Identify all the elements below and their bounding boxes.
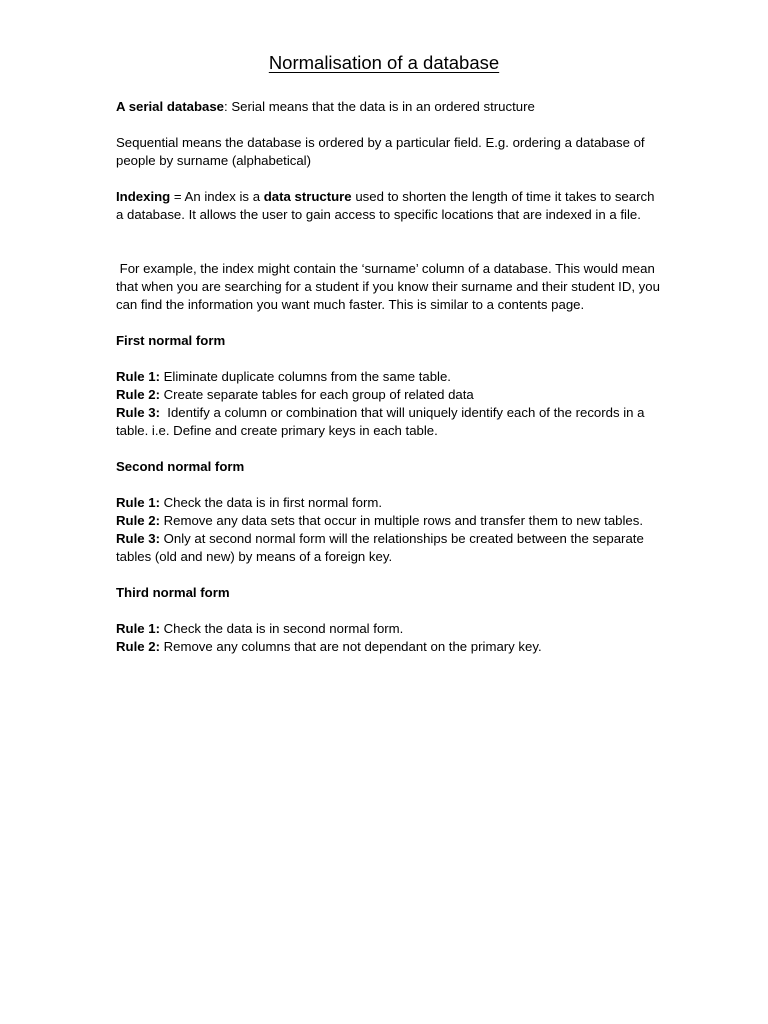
rule-text: Remove any data sets that occur in multiple rows and transfer them to new tables. xyxy=(159,513,644,528)
first-normal-form-heading: First normal form xyxy=(116,333,226,348)
third-normal-form-rule-1 xyxy=(116,620,661,638)
rule-label: Rule 1: xyxy=(116,369,160,384)
rule-text: Check the data is in first normal form. xyxy=(159,495,383,510)
rule-label: Rule 3: xyxy=(116,531,160,546)
sequential-paragraph: Sequential means the database is ordered by a particular field. E.g. ordering a database of people by surname (alphabetical) xyxy=(116,135,645,168)
indexing-bold-term: data structure xyxy=(263,189,352,204)
rule-label: Rule 3: xyxy=(116,405,160,420)
second-normal-form-rules xyxy=(116,494,661,566)
first-normal-form-rule-2 xyxy=(116,386,661,404)
first-normal-form-rule-3 xyxy=(116,404,661,440)
rule-text: Create separate tables for each group of related data xyxy=(159,387,474,402)
rule-text: Identify a column or combination that will uniquely identify each of the records in a table. i.e. Define and create primary keys in each table. xyxy=(116,405,649,438)
indexing-paragraph xyxy=(116,188,661,224)
indexing-text-before: = An index is a xyxy=(170,189,264,204)
rule-text: Remove any columns that are not dependant on the primary key. xyxy=(159,639,542,654)
second-normal-form-rule-1 xyxy=(116,494,661,512)
rule-label: Rule 2: xyxy=(116,513,160,528)
indexing-label: Indexing xyxy=(116,189,171,204)
example-paragraph: For example, the index might contain the ‘surname’ column of a database. This would mean that when you are searching for a student if you know their surname and their student ID, you can find the information you want much faster. This is similar to a contents page. xyxy=(116,261,664,312)
serial-database-label: A serial database xyxy=(116,99,224,114)
second-normal-form-rule-2 xyxy=(116,512,661,530)
document-title: Normalisation of a database xyxy=(268,52,500,73)
rule-text: Check the data is in second normal form. xyxy=(159,621,404,636)
rule-text: Only at second normal form will the relationships be created between the separate tables (old and new) by means of a foreign key. xyxy=(116,531,644,564)
document-body xyxy=(116,98,664,656)
serial-database-paragraph xyxy=(116,98,661,116)
rule-label: Rule 2: xyxy=(116,387,160,402)
third-normal-form-rules xyxy=(116,620,661,656)
rule-label: Rule 2: xyxy=(116,639,160,654)
first-normal-form-rules xyxy=(116,368,661,440)
second-normal-form-rule-3 xyxy=(116,530,661,566)
rule-label: Rule 1: xyxy=(116,495,160,510)
first-normal-form-rule-1 xyxy=(116,368,661,386)
third-normal-form-rule-2 xyxy=(116,638,661,656)
serial-database-text: : Serial means that the data is in an ordered structure xyxy=(224,99,535,114)
indexing-text-after: used to shorten the length of time it takes to search a database. It allows the user to gain access to specific locations that are indexed in a file. xyxy=(116,189,655,222)
rule-text: Eliminate duplicate columns from the same table. xyxy=(159,369,451,384)
second-normal-form-heading: Second normal form xyxy=(116,459,245,474)
rule-label: Rule 1: xyxy=(116,621,160,636)
third-normal-form-heading: Third normal form xyxy=(116,585,230,600)
